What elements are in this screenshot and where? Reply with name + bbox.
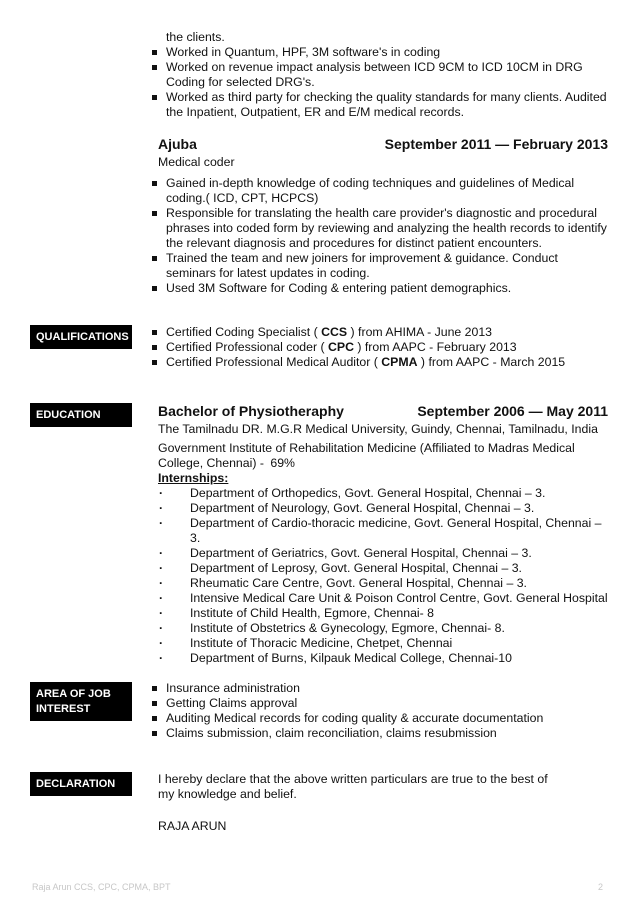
job-header xyxy=(158,136,608,152)
list-item: · Department of Cardio-thoracic medicine, Govt. General Hospital, Chennai – 3. xyxy=(158,516,613,546)
qual-text: ) from AAPC - March 2015 xyxy=(417,355,566,369)
qualifications-label: QUALIFICATIONS xyxy=(30,325,132,349)
prev-job-bullets xyxy=(148,45,610,120)
list-item: · Department of Orthopedics, Govt. General Hospital, Chennai – 3. xyxy=(158,486,613,501)
list-item: · Institute of Thoracic Medicine, Chetpet, Chennai xyxy=(158,636,613,651)
list-item: Worked as third party for checking the quality standards for many clients. Audited the Inpatient, Outpatient, ER and E/M medical records. xyxy=(148,90,610,120)
qual-code: CPC xyxy=(327,340,354,354)
list-item: Worked on revenue impact analysis between ICD 9CM to ICD 10CM in DRG Coding for selected DRG's. xyxy=(148,60,610,90)
list-item: Responsible for translating the health care provider's diagnostic and procedural phrases into coded form by reviewing and analyzing the health records to identify the relevant diagnosis and procedures for distinct patient encounters. xyxy=(148,206,610,251)
list-item xyxy=(148,340,610,355)
qual-code: CPMA xyxy=(381,355,418,369)
list-item: · Institute of Child Health, Egmore, Chennai- 8 xyxy=(158,606,613,621)
label-line: AREA OF JOB xyxy=(36,688,111,700)
area-of-interest-label xyxy=(30,682,132,721)
qual-text: ) from AAPC - February 2013 xyxy=(353,340,517,354)
internships-heading: Internships: xyxy=(158,471,229,485)
education-header xyxy=(158,403,608,419)
list-item: · Department of Burns, Kilpauk Medical College, Chennai-10 xyxy=(158,651,613,666)
institute-text: Government Institute of Rehabilitation Medicine (Affiliated to Madras Medical College, Chennai) - xyxy=(158,441,575,470)
internships-list xyxy=(158,486,613,666)
job-company: Ajuba xyxy=(158,136,197,152)
area-of-interest-list xyxy=(148,681,610,741)
education-dates: September 2006 — May 2011 xyxy=(417,403,608,419)
declaration-text: I hereby declare that the above written particulars are true to the best of my knowledge and belief. xyxy=(158,772,548,801)
list-item: · Department of Neurology, Govt. General Hospital, Chennai – 3. xyxy=(158,501,613,516)
prev-job-continuation: the clients. xyxy=(166,30,225,44)
page-number: 2 xyxy=(598,882,604,892)
list-item: · Department of Geriatrics, Govt. General Hospital, Chennai – 3. xyxy=(158,546,613,561)
score: 69% xyxy=(270,456,295,470)
list-item: Used 3M Software for Coding & entering patient demographics. xyxy=(148,281,610,296)
qualifications-list xyxy=(148,325,610,370)
education-degree: Bachelor of Physiotheraphy xyxy=(158,403,344,419)
list-item: Worked in Quantum, HPF, 3M software's in coding xyxy=(148,45,610,60)
label-line: INTEREST xyxy=(36,703,91,715)
list-item: Claims submission, claim reconciliation, claims resubmission xyxy=(148,726,610,741)
education-label: EDUCATION xyxy=(30,403,132,427)
list-item xyxy=(148,325,610,340)
list-item: Getting Claims approval xyxy=(148,696,610,711)
job-title: Medical coder xyxy=(158,155,235,169)
qual-text: Certified Professional Medical Auditor ( xyxy=(166,355,382,369)
list-item: Gained in-depth knowledge of coding techniques and guidelines of Medical coding.( ICD, CPT, HCPCS) xyxy=(148,176,610,206)
declaration-label: DECLARATION xyxy=(30,772,132,796)
list-item xyxy=(148,355,610,370)
job-dates: September 2011 — February 2013 xyxy=(384,136,608,152)
list-item: Insurance administration xyxy=(148,681,610,696)
list-item: · Intensive Medical Care Unit & Poison Control Centre, Govt. General Hospital xyxy=(158,591,613,606)
education-university: The Tamilnadu DR. M.G.R Medical University, Guindy, Chennai, Tamilnadu, India xyxy=(158,422,598,436)
qual-text: ) from AHIMA - June 2013 xyxy=(347,325,493,339)
qual-text: Certified Professional coder ( xyxy=(166,340,328,354)
job-bullets xyxy=(148,176,610,296)
declaration-name: RAJA ARUN xyxy=(158,819,227,833)
qual-code: CCS xyxy=(321,325,348,339)
list-item: Auditing Medical records for coding quality & accurate documentation xyxy=(148,711,610,726)
list-item: · Institute of Obstetrics & Gynecology, Egmore, Chennai- 8. xyxy=(158,621,613,636)
education-institute xyxy=(158,441,613,471)
list-item: · Rheumatic Care Centre, Govt. General Hospital, Chennai – 3. xyxy=(158,576,613,591)
list-item: · Department of Leprosy, Govt. General Hospital, Chennai – 3. xyxy=(158,561,613,576)
footer-left: Raja Arun CCS, CPC, CPMA, BPT xyxy=(32,882,171,892)
list-item: Trained the team and new joiners for improvement & guidance. Conduct seminars for latest updates in coding. xyxy=(148,251,610,281)
qual-text: Certified Coding Specialist ( xyxy=(166,325,322,339)
